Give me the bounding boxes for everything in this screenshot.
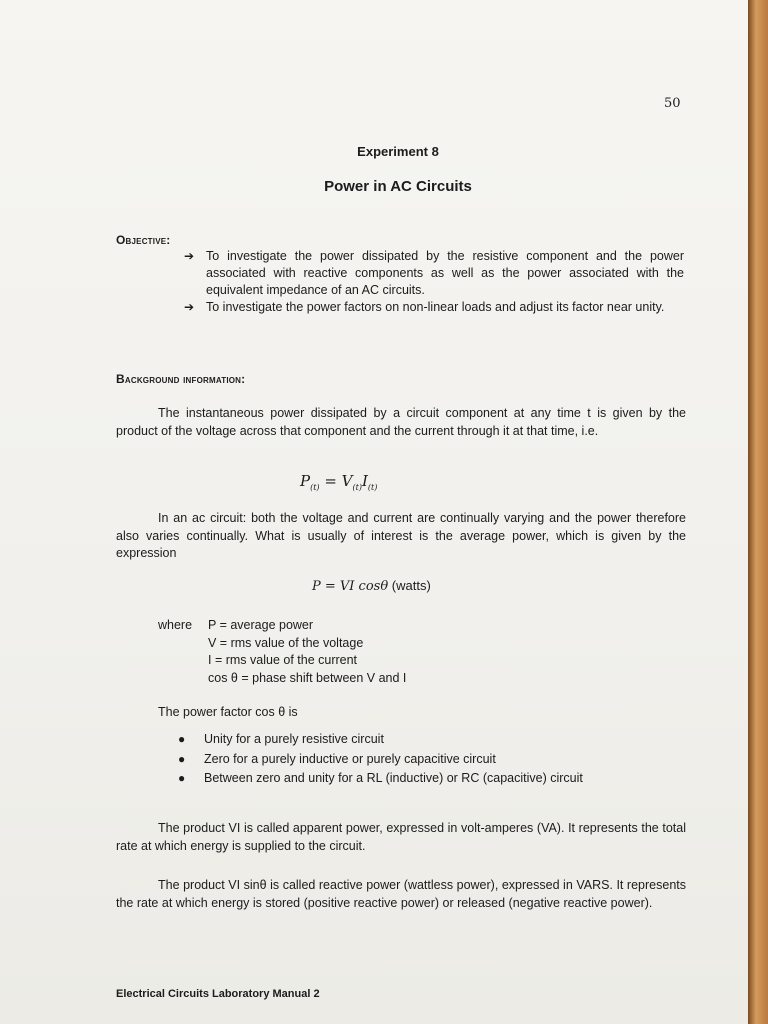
book-edge [748, 0, 768, 1024]
arrow-bullet-icon: ➔ [184, 249, 195, 263]
objective-text: To investigate the power dissipated by the resistive component and the power associated with reactive components as well as the power associated with the equivalent impedance of an AC circuits. [206, 249, 684, 297]
paragraph-reactive-power: The product VI sinθ is called reactive power (wattless power), expressed in VARS. It represents the rate at which energy is stored (positive reactive power) or released (negative reactive power). [116, 878, 686, 910]
page-footer: Electrical Circuits Laboratory Manual 2 [116, 988, 320, 1000]
power-factor-intro: The power factor cos θ is [158, 705, 298, 719]
list-item: ● Unity for a purely resistive circuit [178, 730, 583, 750]
paragraph-instantaneous-power: The instantaneous power dissipated by a circuit component at any time t is given by the product of the voltage across that component and the current through it at that time, i.e. [116, 406, 686, 438]
paragraph-average-power: In an ac circuit: both the voltage and current are continually varying and the power therefore also varies continually. What is usually of interest is the average power, which is given by the expression [116, 511, 686, 560]
paragraph-apparent-power: The product VI is called apparent power, expressed in volt-amperes (VA). It represents the total rate at which energy is supplied to the circuit. [116, 821, 686, 853]
objective-text: To investigate the power factors on non-linear loads and adjust its factor near unity. [206, 300, 665, 314]
definition-row: I = rms value of the current [208, 653, 358, 667]
bullet-icon: ● [178, 751, 186, 766]
objective-heading: Objective: [116, 233, 171, 247]
power-factor-list [178, 730, 583, 789]
arrow-bullet-icon: ➔ [184, 300, 195, 314]
background-heading: Background information: [116, 372, 246, 386]
bullet-icon: ● [178, 732, 186, 746]
objective-item [184, 299, 684, 316]
experiment-label: Experiment 8 [357, 144, 439, 159]
equation-average-power: P = VI cosθ (watts) [312, 578, 431, 594]
objective-item [184, 248, 684, 299]
variable-definitions [158, 617, 406, 687]
bullet-icon: ● [178, 771, 186, 785]
definition-row: P = average power [208, 618, 314, 632]
list-item: ● Between zero and unity for a RL (inductive) or RC (capacitive) circuit [178, 769, 583, 789]
objective-list [184, 248, 684, 316]
definition-row: cos θ = phase shift between V and I [208, 670, 407, 685]
page-title: Power in AC Circuits [324, 178, 472, 195]
where-label: where [158, 618, 193, 632]
page-number: 50 [664, 96, 681, 111]
definition-row: V = rms value of the voltage [208, 635, 364, 650]
list-item: ● Zero for a purely inductive or purely capacitive circuit [178, 750, 583, 770]
equation-instantaneous-power: $P_{(t)} = V_{(t)}I_{(t)}$ [300, 472, 378, 492]
